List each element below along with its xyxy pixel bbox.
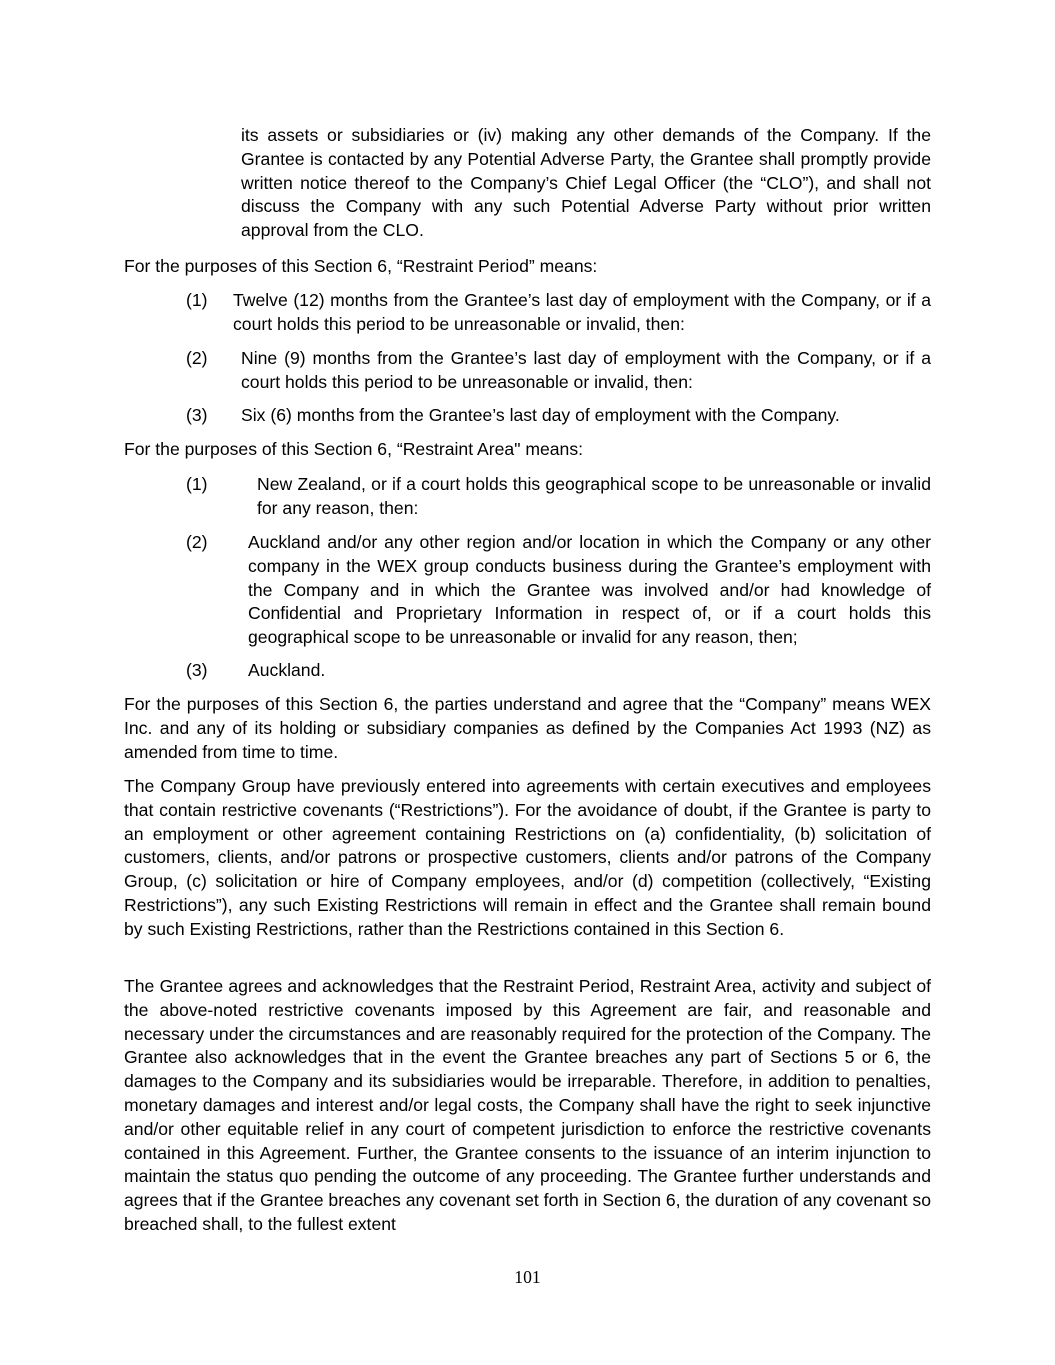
item-text: Nine (9) months from the Grantee’s last day of employment with the Company, or if a court holds this period to be unreasonable or invalid, then: (241, 348, 931, 392)
item-number: (2) (186, 532, 208, 552)
item-number: (1) (186, 290, 208, 310)
item-text: Auckland and/or any other region and/or location in which the Company or any other company in the WEX group conducts business during the Grantee’s employment with the Company and in which the Grantee was involved and/or had knowledge of Confidential and Proprietary Information in respect of, or if a court holds this geographical scope to be unreasonable or invalid for any reason, then; (248, 532, 931, 648)
item-number: (1) (186, 474, 208, 494)
intro-paragraph: its assets or subsidiaries or (iv) making any other demands of the Company. If the Grantee is contacted by any Potential Adverse Party, the Grantee shall promptly provide written notice thereof to the Company’s Chief Legal Officer (the “CLO”), and shall not discuss the Company with any such Potential Adverse Party without prior written approval from the CLO. (241, 125, 931, 241)
item-text: Auckland. (248, 660, 326, 680)
acknowledgement-paragraph: The Grantee agrees and acknowledges that the Restraint Period, Restraint Area, activity and subject of the above-noted restrictive covenants imposed by this Agreement are fair, and reasonable and necessary under the circumstances and are reasonably required for the protection of the Company. The Grantee also acknowledges that in the event the Grantee breaches any part of Sections 5 or 6, the damages to the Company and its subsidiaries would be irreparable. Therefore, in addition to penalties, monetary damages and interest and/or legal costs, the Company shall have the right to seek injunctive and/or other equitable relief in any court of competent jurisdiction to enforce the restrictive covenants contained in this Agreement. Further, the Grantee consents to the issuance of an interim injunction to maintain the status quo pending the outcome of any proceeding. The Grantee further understands and agrees that if the Grantee breaches any covenant set forth in Section 6, the duration of any covenant so breached shall, to the fullest extent (124, 976, 931, 1234)
item-number: (2) (186, 348, 208, 368)
restraint-area-heading: For the purposes of this Section 6, “Restraint Area" means: (124, 439, 584, 459)
item-text: New Zealand, or if a court holds this geographical scope to be unreasonable or invalid for any reason, then: (257, 474, 931, 518)
item-text: Six (6) months from the Grantee’s last day of employment with the Company. (241, 405, 840, 425)
company-definition-paragraph: For the purposes of this Section 6, the parties understand and agree that the “Company” means WEX Inc. and any of its holding or subsidiary companies as defined by the Companies Act 1993 (NZ) as amended from time to time. (124, 694, 931, 762)
page-number: 101 (514, 1267, 541, 1287)
item-number: (3) (186, 405, 208, 425)
existing-restrictions-paragraph: The Company Group have previously entered into agreements with certain executives and employees that contain restrictive covenants (“Restrictions”). For the avoidance of doubt, if the Grantee is party to an employment or other agreement containing Restrictions on (a) confidentiality, (b) solicitation of customers, clients, and/or patrons or prospective customers, clients and/or patrons of the Company Group, (c) solicitation or hire of Company employees, and/or (d) competition (collectively, “Existing Restrictions”), any such Existing Restrictions will remain in effect and the Grantee shall remain bound by such Existing Restrictions, rather than the Restrictions contained in this Section 6. (124, 776, 931, 939)
restraint-period-heading: For the purposes of this Section 6, “Restraint Period” means: (124, 256, 598, 276)
item-number: (3) (186, 660, 208, 680)
item-text: Twelve (12) months from the Grantee’s last day of employment with the Company, or if a court holds this period to be unreasonable or invalid, then: (233, 290, 931, 334)
